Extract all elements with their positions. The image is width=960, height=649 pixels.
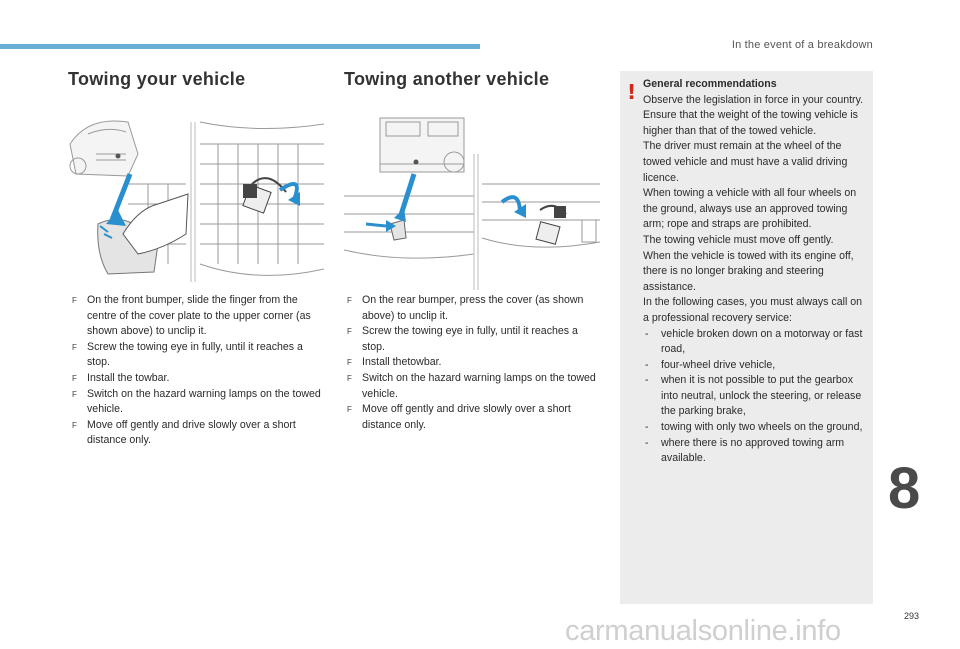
bullet-icon: F	[347, 405, 352, 415]
bullet-icon: F	[347, 327, 352, 337]
step-text: Install the towbar.	[87, 371, 170, 384]
paragraph: The driver must remain at the wheel of the towed vehicle and must have a valid driving licence.	[643, 140, 848, 184]
list-item	[72, 340, 324, 371]
case-text: vehicle broken down on a motorway or fast road,	[661, 327, 863, 356]
towing-your-vehicle-title: Towing your vehicle	[68, 69, 246, 89]
case-text: towing with only two wheels on the ground,	[661, 421, 863, 434]
list-item	[347, 324, 601, 355]
list-item	[72, 293, 324, 340]
paragraph: Observe the legislation in force in your country.	[643, 93, 864, 106]
rear-towing-steps	[347, 293, 601, 433]
step-text: Screw the towing eye in fully, until it reaches a stop.	[87, 340, 303, 369]
list-item	[643, 327, 869, 358]
dash-icon: -	[645, 436, 649, 449]
accent-bar	[0, 44, 480, 49]
list-item	[72, 418, 324, 449]
bullet-icon: F	[347, 358, 352, 368]
paragraph: The towing vehicle must move off gently.	[643, 233, 834, 246]
step-text: Install thetowbar.	[362, 356, 442, 369]
paragraph: When towing a vehicle with all four wheels on the ground, always use an approved towing arm; rope and straps are prohibited.	[643, 187, 857, 231]
step-text: Switch on the hazard warning lamps on the towed vehicle.	[87, 387, 321, 416]
step-text: Move off gently and drive slowly over a short distance only.	[362, 403, 571, 431]
bullet-icon: F	[72, 389, 77, 399]
bullet-icon: F	[347, 373, 352, 383]
step-text: Move off gently and drive slowly over a short distance only.	[87, 418, 296, 447]
bullet-icon: F	[72, 420, 77, 430]
list-item	[72, 371, 324, 387]
list-item	[72, 387, 324, 418]
list-item	[347, 293, 601, 324]
rear-towing-illustration	[344, 114, 600, 290]
case-text: where there is no approved towing arm available.	[661, 436, 845, 465]
dash-icon: -	[645, 374, 649, 387]
paragraph: Ensure that the weight of the towing vehicle is higher than that of the towed vehicle.	[643, 109, 858, 137]
step-text: Switch on the hazard warning lamps on the towed vehicle.	[362, 371, 596, 400]
recommendations-title: General recommendations	[643, 78, 777, 90]
list-item	[643, 436, 869, 467]
step-text: On the rear bumper, press the cover (as shown above) to unclip it.	[362, 294, 584, 322]
step-text: Screw the towing eye in fully, until it reaches a stop.	[362, 325, 578, 353]
case-text: when it is not possible to put the gearbox into neutral, unlock the steering, or release the parking brake,	[661, 374, 862, 418]
dash-icon: -	[645, 358, 649, 371]
page-number: 293	[904, 611, 920, 621]
section-header: In the event of a breakdown	[731, 39, 873, 51]
recovery-cases-list	[643, 327, 869, 467]
dash-icon: -	[645, 327, 649, 340]
towing-another-vehicle-title: Towing another vehicle	[344, 69, 550, 89]
paragraph: When the vehicle is towed with its engine off, there is no longer braking and steering assistance.	[643, 249, 854, 293]
bullet-icon: F	[347, 296, 352, 305]
list-item	[643, 373, 869, 420]
case-text: four-wheel drive vehicle,	[661, 358, 776, 371]
bullet-icon: F	[72, 296, 77, 305]
recommendations-text	[643, 77, 869, 467]
list-item	[643, 420, 869, 436]
watermark: carmanualsonline.info	[565, 615, 841, 647]
paragraph: In the following cases, you must always call on a professional recovery service:	[643, 296, 863, 324]
chapter-number: 8	[888, 456, 921, 521]
step-text: On the front bumper, slide the finger from the centre of the cover plate to the upper corner (as shown above) to unclip it.	[87, 294, 311, 338]
warning-icon: !	[627, 80, 637, 104]
dash-icon: -	[645, 421, 649, 434]
list-item	[347, 355, 601, 371]
list-item	[347, 402, 601, 433]
list-item	[643, 358, 869, 374]
front-towing-illustration	[68, 114, 324, 290]
front-towing-steps	[72, 293, 324, 449]
bullet-icon: F	[72, 373, 77, 383]
bullet-icon: F	[72, 342, 77, 352]
list-item	[347, 371, 601, 402]
